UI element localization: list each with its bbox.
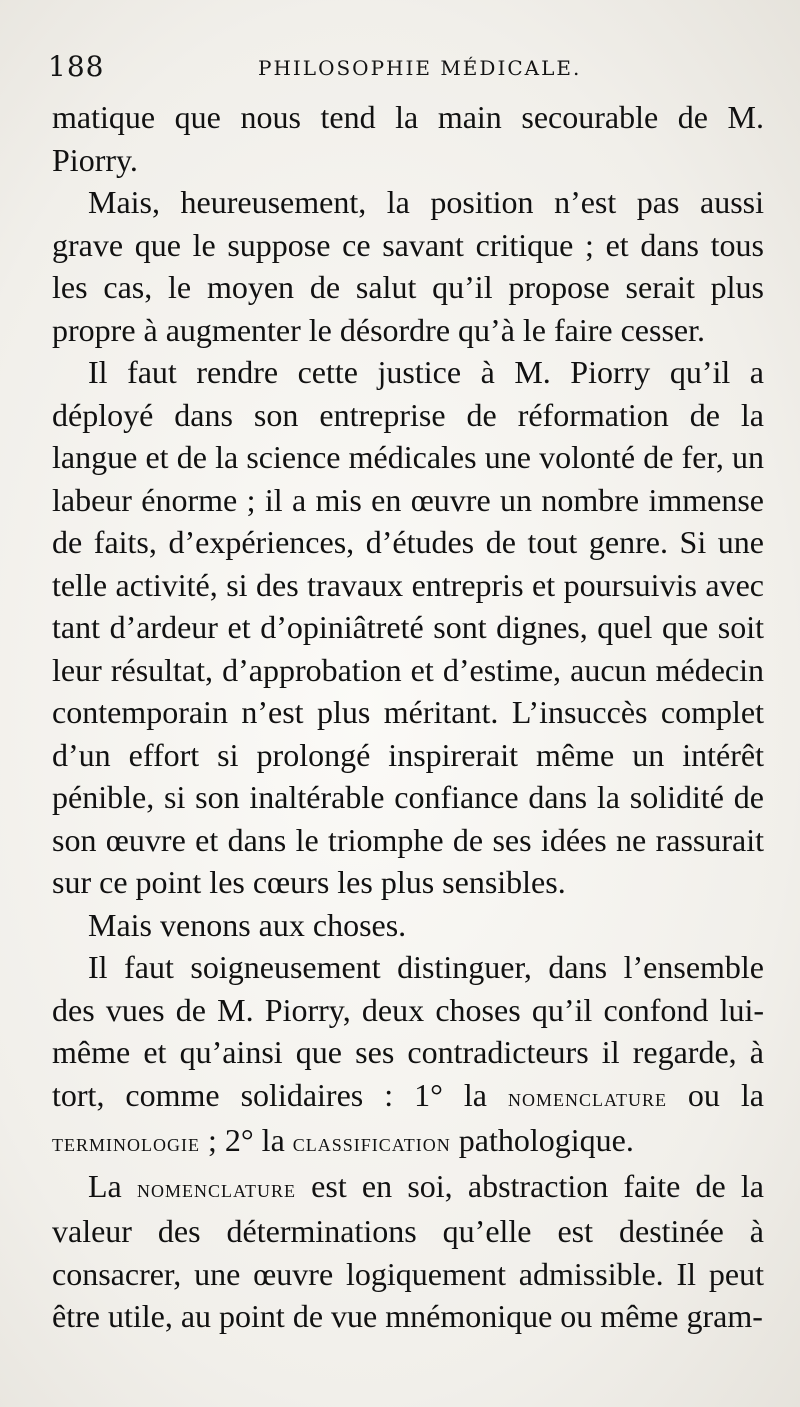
paragraph: Il faut rendre cette justice à M. Piorry qu’il a déployé dans son entreprise de réformation de la langue et de la science médicales une volonté de fer, un labeur énorme ; il a mis en œuvre un nombre immense de faits, d’expériences, d’études de tout genre. Si une telle activité, si des travaux entrepris et poursuivis avec tant d’ardeur et d’opiniâtreté sont dignes, quel que soit leur résultat, d’approbation et d’estime, aucun médecin contemporain n’est plus méritant. L’insuccès complet d’un effort si prolongé inspirerait même un intérêt pénible, si son inaltérable confiance dans la solidité de son œuvre et dans le triomphe de ses idées ne rassurait sur ce point les cœurs les plus sensibles. — [52, 354, 764, 900]
small-caps-term: terminologie — [52, 1128, 200, 1157]
paragraph — [52, 946, 764, 1165]
text-run: pathologique. — [450, 1122, 634, 1158]
page-header — [48, 50, 748, 90]
paragraph: Mais, heureusement, la position n’est pas aussi grave que le suppose ce savant critique ; et dans tous les cas, le moyen de salut qu’il propose serait plus propre à augmenter le désordre qu’à le faire cesser. — [52, 184, 764, 348]
text-run: est en soi, abstraction faite de la valeur des déterminations qu’elle est destinée à consacrer, une œuvre logiquement admissible. Il peut être utile, au point de vue mnémonique ou même gram- — [52, 1167, 764, 1334]
text-run: ; 2° la — [199, 1122, 293, 1158]
paragraph — [52, 1165, 764, 1338]
small-caps-term: nomenclature — [136, 1173, 296, 1203]
text-run: Il faut soigneusement distinguer, dans l’ensemble des vues de M. Piorry, deux choses qu’il confond lui-même et qu’ainsi que ses contradicteurs il regarde, à tort, comme solidaires : 1° la — [52, 949, 764, 1113]
text-run: ou la — [666, 1076, 765, 1113]
text-run: La — [88, 1167, 137, 1204]
body-text — [52, 96, 764, 1338]
paragraph: Mais venons aux choses. — [88, 906, 407, 943]
running-title: PHILOSOPHIE MÉDICALE. — [258, 56, 582, 80]
small-caps-term: nomenclature — [507, 1082, 667, 1112]
page-number: 188 — [48, 50, 105, 83]
small-caps-term: classification — [292, 1128, 451, 1157]
paragraph-continued: matique que nous tend la main secourable de M. Piorry. — [52, 99, 764, 178]
